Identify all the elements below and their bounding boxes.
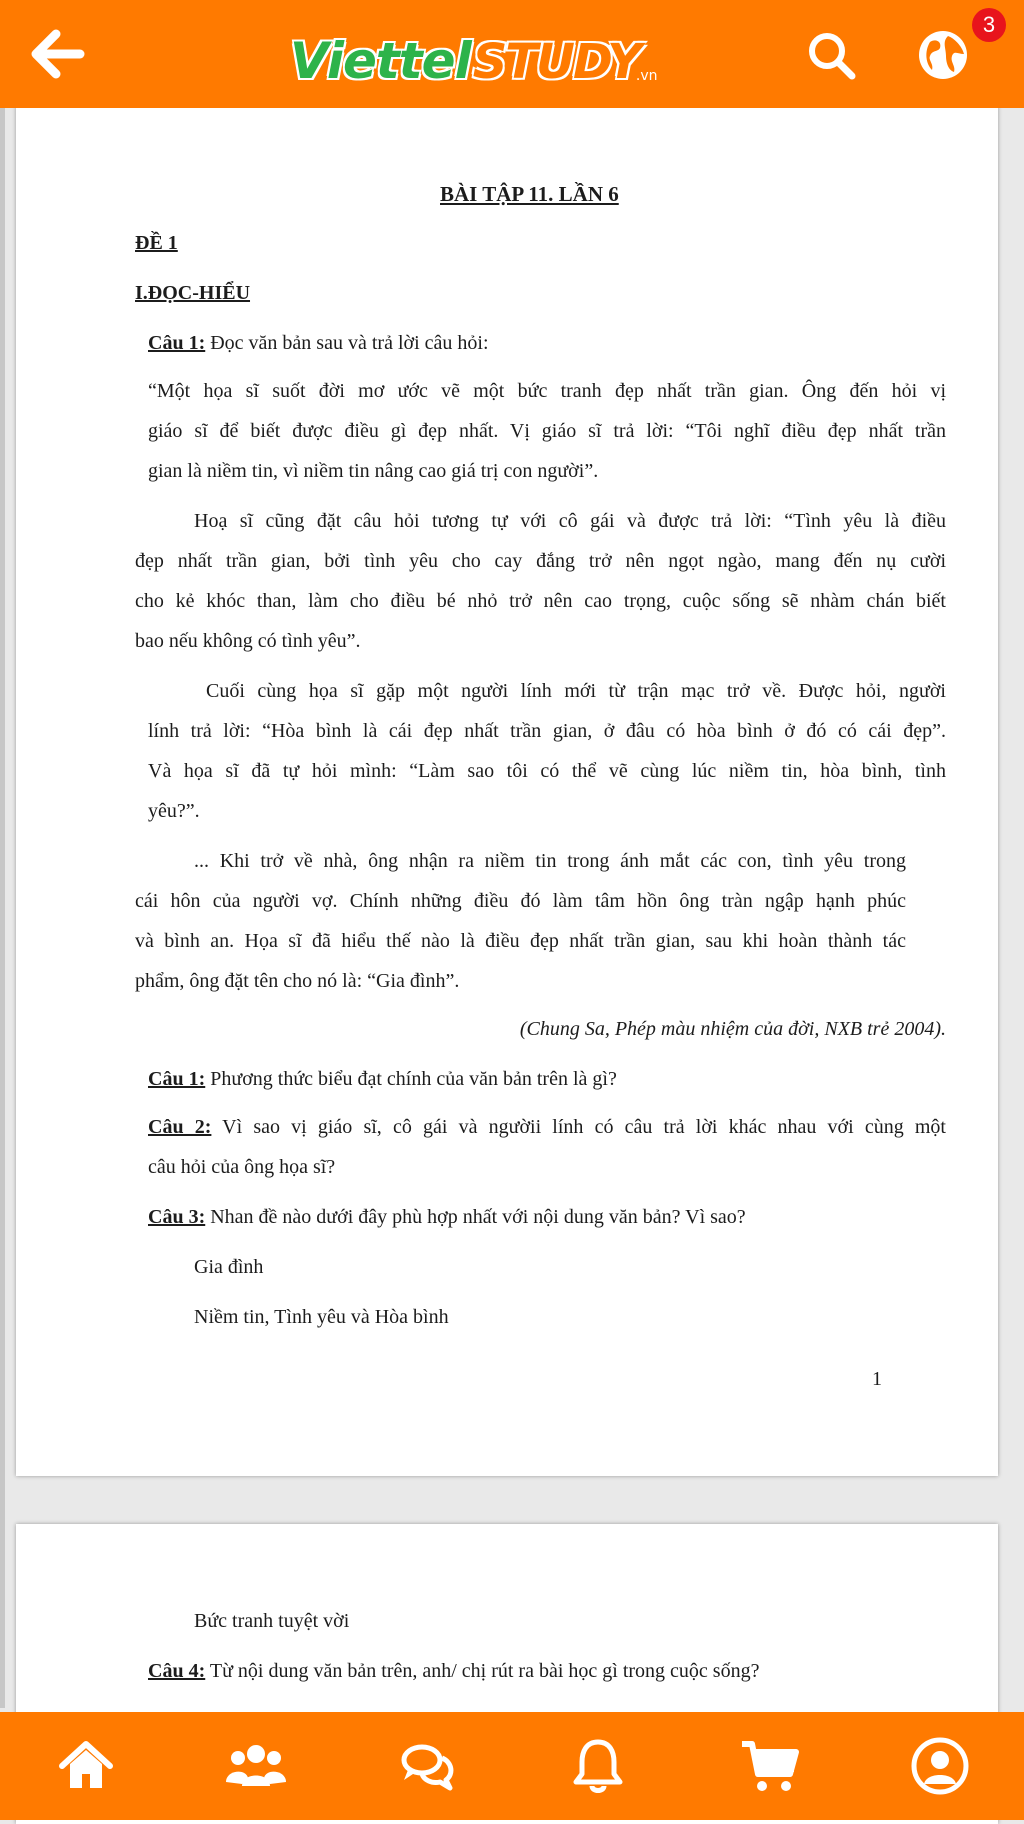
passage-p3-line1: Cuối cùng họa sĩ gặp một người lính mới từ trận mạc trở về. Được hỏi, người — [206, 680, 946, 702]
question-2-line1 — [148, 1116, 946, 1139]
passage-p2-line4: bao nếu không có tình yêu”. — [135, 630, 361, 652]
exam-label: ĐỀ 1 — [135, 232, 178, 254]
home-icon — [54, 1734, 118, 1798]
nav-home-button[interactable] — [54, 1734, 118, 1798]
question-2-line2: câu hỏi của ông họa sĩ? — [148, 1156, 336, 1178]
notification-count-badge: 3 — [972, 8, 1006, 42]
instruction-line — [148, 332, 489, 355]
passage-p2-line1: Hoạ sĩ cũng đặt câu hỏi tương tự với cô gái và được trả lời: “Tình yêu là điều — [194, 510, 946, 532]
arrow-left-icon — [26, 24, 90, 84]
passage-p3-line2: lính trả lời: “Hòa bình là cái đẹp nhất trần gian, ở đâu có hòa bình ở đó có cái đẹp”. — [148, 720, 946, 742]
question-3 — [148, 1206, 746, 1229]
nav-account-button[interactable] — [908, 1734, 972, 1798]
question-3-label: Câu 3: — [148, 1206, 206, 1228]
question-1 — [148, 1068, 617, 1091]
question-4-text: Từ nội dung văn bản trên, anh/ chị rút ra bài học gì trong cuộc sống? — [205, 1660, 760, 1682]
viettelstudy-logo[interactable] — [290, 18, 658, 90]
question-4-label: Câu 4: — [148, 1660, 206, 1682]
question-3-text: Nhan đề nào dưới đây phù hợp nhất với nội dung văn bản? Vì sao? — [205, 1206, 746, 1228]
question-1-label: Câu 1: — [148, 1068, 206, 1090]
passage-p4-line4: phẩm, ông đặt tên cho nó là: “Gia đình”. — [135, 970, 460, 992]
passage-p4-line1: ... Khi trở về nhà, ông nhận ra niềm tin trong ánh mắt các con, tình yêu trong — [194, 850, 906, 872]
nav-cart-button[interactable] — [738, 1734, 802, 1798]
section-heading: I.ĐỌC-HIỂU — [135, 282, 251, 304]
instruction-text: Đọc văn bản sau và trả lời câu hỏi: — [205, 332, 489, 354]
passage-p1-line1: “Một họa sĩ suốt đời mơ ước vẽ một bức tranh đẹp nhất trần gian. Ông đến hỏi vị — [148, 380, 946, 402]
instruction-label: Câu 1: — [148, 332, 206, 354]
user-circle-icon — [908, 1734, 972, 1798]
page-number: 1 — [872, 1368, 882, 1390]
search-button[interactable] — [804, 28, 860, 84]
passage-p3-line3: Và họa sĩ đã tự hỏi mình: “Làm sao tôi có thể vẽ cùng lúc niềm tin, hòa bình, tình — [148, 760, 946, 782]
option-b: Niềm tin, Tình yêu và Hòa bình — [194, 1306, 449, 1328]
passage-p4-line3: và bình an. Họa sĩ đã hiểu thế nào là điều đẹp nhất trần gian, sau khi hoàn thành tác — [135, 930, 906, 952]
option-a: Gia đình — [194, 1256, 264, 1278]
nav-chat-button[interactable] — [396, 1734, 460, 1798]
document-page-1 — [16, 106, 998, 1476]
document-title: BÀI TẬP 11. LẦN 6 — [440, 182, 619, 206]
question-1-text: Phương thức biểu đạt chính của văn bản trên là gì? — [205, 1068, 617, 1090]
passage-p3-line4: yêu?”. — [148, 800, 200, 822]
option-c: Bức tranh tuyệt vời — [194, 1610, 350, 1632]
passage-p4-line2: cái hôn của người vợ. Chính những điều đó làm tâm hồn ông tràn ngập hạnh phúc — [135, 890, 906, 912]
cart-icon — [738, 1734, 802, 1798]
passage-p1-line2: giáo sĩ để biết được điều gì đẹp nhất. Vị giáo sĩ trả lời: “Tôi nghĩ điều đẹp nhất trần — [148, 420, 946, 442]
globe-button[interactable] — [912, 24, 974, 86]
globe-icon — [912, 24, 974, 86]
bottom-nav-bar — [0, 1712, 1024, 1820]
viewer-left-edge — [0, 108, 5, 1708]
passage-p2-line2: đẹp nhất trần gian, bởi tình yêu cho cay đắng trở nên ngọt ngào, mang đến nụ cười — [135, 550, 946, 572]
nav-notifications-button[interactable] — [566, 1734, 630, 1798]
users-icon — [224, 1734, 288, 1798]
logo-primary: Viettel — [290, 32, 471, 90]
back-button[interactable] — [26, 24, 90, 84]
search-icon — [804, 28, 860, 84]
passage-p2-line3: cho kẻ khóc than, làm cho điều bé nhỏ trở nên cao trọng, cuộc sống sẽ nhàm chán biết — [135, 590, 946, 612]
bell-icon — [566, 1734, 630, 1798]
question-2-text: Vì sao vị giáo sĩ, cô gái và ngườii lính có câu trả lời khác nhau với cùng một — [211, 1116, 946, 1138]
question-4 — [148, 1660, 759, 1683]
chat-icon — [396, 1734, 460, 1798]
nav-community-button[interactable] — [224, 1734, 288, 1798]
passage-p1-line3: gian là niềm tin, vì niềm tin nâng cao giá trị con người”. — [148, 460, 599, 482]
question-2-label: Câu 2: — [148, 1116, 212, 1138]
top-app-bar — [0, 0, 1024, 108]
passage-source: (Chung Sa, Phép màu nhiệm của đời, NXB trẻ 2004). — [519, 1018, 946, 1040]
logo-suffix: .vn — [635, 68, 658, 84]
logo-secondary: STUDY — [472, 34, 640, 90]
